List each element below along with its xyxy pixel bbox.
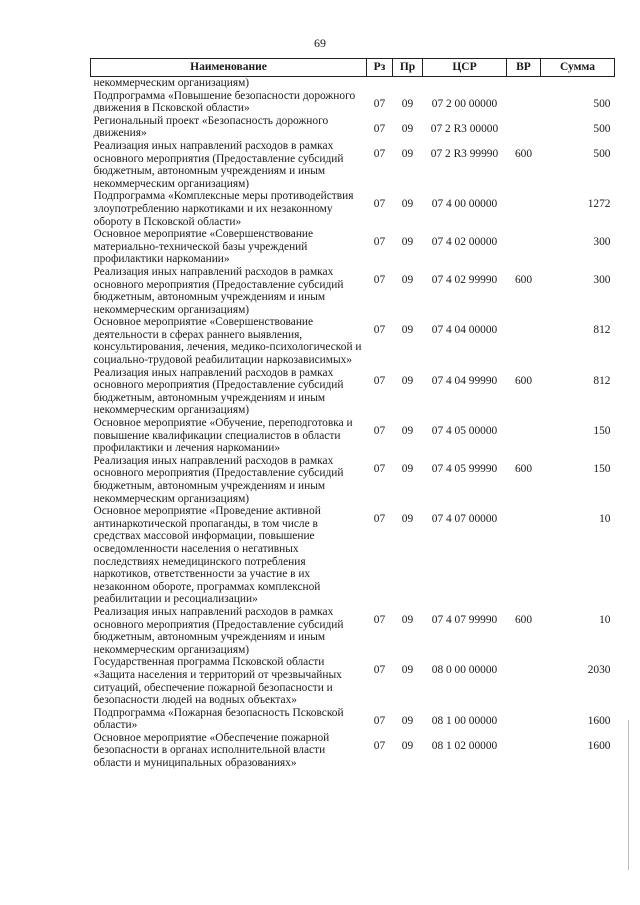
row-rz: 07 xyxy=(373,122,386,135)
row-sum: 812 xyxy=(593,324,611,337)
row-name: Подпрограмма «Повышение безопасности дорожного движения в Псковской области» xyxy=(93,89,356,115)
row-pr: 09 xyxy=(401,739,414,752)
scan-edge-mark xyxy=(628,720,629,870)
row-sum: 2030 xyxy=(587,664,611,677)
row-csr: 07 2 R3 99990 xyxy=(430,147,499,160)
table-row xyxy=(91,90,615,115)
row-rz: 07 xyxy=(373,236,386,249)
row-pr: 09 xyxy=(401,147,414,160)
table-row xyxy=(91,732,615,770)
row-rz: 07 xyxy=(373,273,386,286)
row-pr: 09 xyxy=(401,236,414,249)
table-row xyxy=(91,140,615,190)
row-vr xyxy=(507,417,541,455)
row-vr: 600 xyxy=(514,374,533,387)
row-rz: 07 xyxy=(373,462,386,475)
row-csr: 07 2 00 00000 xyxy=(431,97,498,110)
table-row xyxy=(91,455,615,505)
table-row xyxy=(91,115,615,140)
table-row xyxy=(91,266,615,316)
header-pr: Пр xyxy=(393,59,423,77)
row-pr: 09 xyxy=(401,198,414,211)
row-vr xyxy=(507,505,541,606)
row-rz: 07 xyxy=(373,739,386,752)
row-rz: 07 xyxy=(373,714,386,727)
row-pr: 09 xyxy=(401,374,414,387)
continuation-text: некоммерческим организациям) xyxy=(93,77,250,89)
row-pr: 09 xyxy=(401,425,414,438)
row-name: Основное мероприятие «Совершенствование деятельности в сферах раннего выявления, консультирования, лечения, медико-психологической и социально-трудовой реабилитации наркозависимых» xyxy=(93,316,362,367)
row-csr: 07 2 R3 00000 xyxy=(430,122,499,135)
row-pr: 09 xyxy=(401,97,414,110)
row-name: Реализация иных направлений расходов в рамках основного мероприятия (Предоставление субсидий бюджетным, автономным учреждениям и иным некоммерческим организациям) xyxy=(93,265,344,316)
row-rz: 07 xyxy=(373,97,386,110)
row-sum: 1600 xyxy=(587,714,611,727)
continuation-row xyxy=(91,77,615,90)
row-csr: 08 1 02 00000 xyxy=(431,739,498,752)
row-pr: 09 xyxy=(401,324,414,337)
row-rz: 07 xyxy=(373,198,386,211)
row-rz: 07 xyxy=(373,425,386,438)
budget-table-container xyxy=(90,58,614,770)
row-sum: 300 xyxy=(593,236,611,249)
table-row xyxy=(91,656,615,706)
row-rz: 07 xyxy=(373,147,386,160)
row-vr: 600 xyxy=(514,147,533,160)
row-csr: 07 4 02 99990 xyxy=(431,273,498,286)
row-sum: 10 xyxy=(599,513,611,526)
row-name: Государственная программа Псковской области «Защита населения и территорий от чрезвычайных ситуаций, обеспечение пожарной безопасности и безопасности людей на водных объектах» xyxy=(93,656,342,707)
header-name: Наименование xyxy=(91,59,367,77)
row-sum: 500 xyxy=(593,122,611,135)
row-vr xyxy=(507,656,541,706)
row-pr: 09 xyxy=(401,664,414,677)
table-row xyxy=(91,367,615,417)
row-sum: 500 xyxy=(593,147,611,160)
row-sum: 150 xyxy=(593,425,611,438)
row-csr: 07 4 00 00000 xyxy=(431,198,498,211)
table-row xyxy=(91,505,615,606)
row-csr: 08 1 00 00000 xyxy=(431,714,498,727)
row-csr: 07 4 04 00000 xyxy=(431,324,498,337)
row-vr xyxy=(507,316,541,366)
row-vr: 600 xyxy=(514,613,533,626)
row-csr: 07 4 04 99990 xyxy=(431,374,498,387)
budget-table xyxy=(90,58,615,770)
row-vr xyxy=(507,90,541,115)
row-rz: 07 xyxy=(373,374,386,387)
row-rz: 07 xyxy=(373,613,386,626)
row-csr: 08 0 00 00000 xyxy=(431,664,498,677)
table-row xyxy=(91,417,615,455)
row-name: Реализация иных направлений расходов в рамках основного мероприятия (Предоставление субсидий бюджетным, автономным учреждениям и иным некоммерческим организациям) xyxy=(93,605,344,656)
row-csr: 07 4 05 99990 xyxy=(431,462,498,475)
row-sum: 500 xyxy=(593,97,611,110)
row-sum: 1600 xyxy=(587,739,611,752)
row-vr: 600 xyxy=(514,462,533,475)
row-vr xyxy=(507,115,541,140)
row-pr: 09 xyxy=(401,513,414,526)
table-body xyxy=(91,77,615,770)
header-rz: Рз xyxy=(367,59,393,77)
row-csr: 07 4 07 00000 xyxy=(431,513,498,526)
row-name: Основное мероприятие «Обучение, переподготовка и повышение квалификации специалистов в области профилактики и лечения наркомании» xyxy=(93,417,353,455)
row-pr: 09 xyxy=(401,613,414,626)
row-pr: 09 xyxy=(401,273,414,286)
row-csr: 07 4 02 00000 xyxy=(431,236,498,249)
header-vr: ВР xyxy=(507,59,541,77)
row-name: Основное мероприятие «Обеспечение пожарной безопасности в органах исполнительной власти области и муниципальных образованиях» xyxy=(93,731,330,770)
row-pr: 09 xyxy=(401,714,414,727)
row-name: Реализация иных направлений расходов в рамках основного мероприятия (Предоставление субсидий бюджетным, автономным учреждениям и иным некоммерческим организациям) xyxy=(93,139,344,190)
row-name: Реализация иных направлений расходов в рамках основного мероприятия (Предоставление субсидий бюджетным, автономным учреждениям и иным некоммерческим организациям) xyxy=(93,454,344,505)
row-pr: 09 xyxy=(401,462,414,475)
table-row xyxy=(91,606,615,656)
row-vr xyxy=(507,190,541,228)
page-number: 69 xyxy=(314,36,326,50)
table-header-row xyxy=(91,59,615,77)
row-csr: 07 4 07 99990 xyxy=(431,613,498,626)
row-sum: 300 xyxy=(593,273,611,286)
row-vr xyxy=(507,732,541,770)
row-name: Региональный проект «Безопасность дорожного движения» xyxy=(93,114,329,140)
table-row xyxy=(91,707,615,732)
row-rz: 07 xyxy=(373,324,386,337)
row-name: Подпрограмма «Комплексные меры противодействия злоупотреблению наркотиками и их незаконному обороту в Псковской области» xyxy=(93,190,354,228)
table-row xyxy=(91,316,615,366)
table-row xyxy=(91,228,615,266)
row-vr xyxy=(507,707,541,732)
row-vr xyxy=(507,228,541,266)
header-sum: Сумма xyxy=(541,59,615,77)
row-csr: 07 4 05 00000 xyxy=(431,425,498,438)
table-row xyxy=(91,190,615,228)
row-rz: 07 xyxy=(373,513,386,526)
row-sum: 812 xyxy=(593,374,611,387)
row-name: Основное мероприятие «Совершенствование материально-технической базы учреждений профилактики наркомании» xyxy=(93,228,314,266)
row-vr: 600 xyxy=(514,273,533,286)
row-name: Реализация иных направлений расходов в рамках основного мероприятия (Предоставление субсидий бюджетным, автономным учреждениям и иным некоммерческим организациям) xyxy=(93,366,344,417)
header-csr: ЦСР xyxy=(423,59,507,77)
row-sum: 1272 xyxy=(587,198,611,211)
row-name: Подпрограмма «Пожарная безопасность Псковской области» xyxy=(93,706,344,732)
row-sum: 150 xyxy=(593,462,611,475)
row-rz: 07 xyxy=(373,664,386,677)
row-sum: 10 xyxy=(599,613,611,626)
row-name: Основное мероприятие «Проведение активной антинаркотической пропаганды, в том числе в средствах массовой информации, повышение осведомленности населения о негативных последствиях немедицинского потребления наркотиков, ответственности за участие в их незаконном обороте, программах комплексной реабилитации и ресоциализации» xyxy=(93,505,321,606)
row-pr: 09 xyxy=(401,122,414,135)
